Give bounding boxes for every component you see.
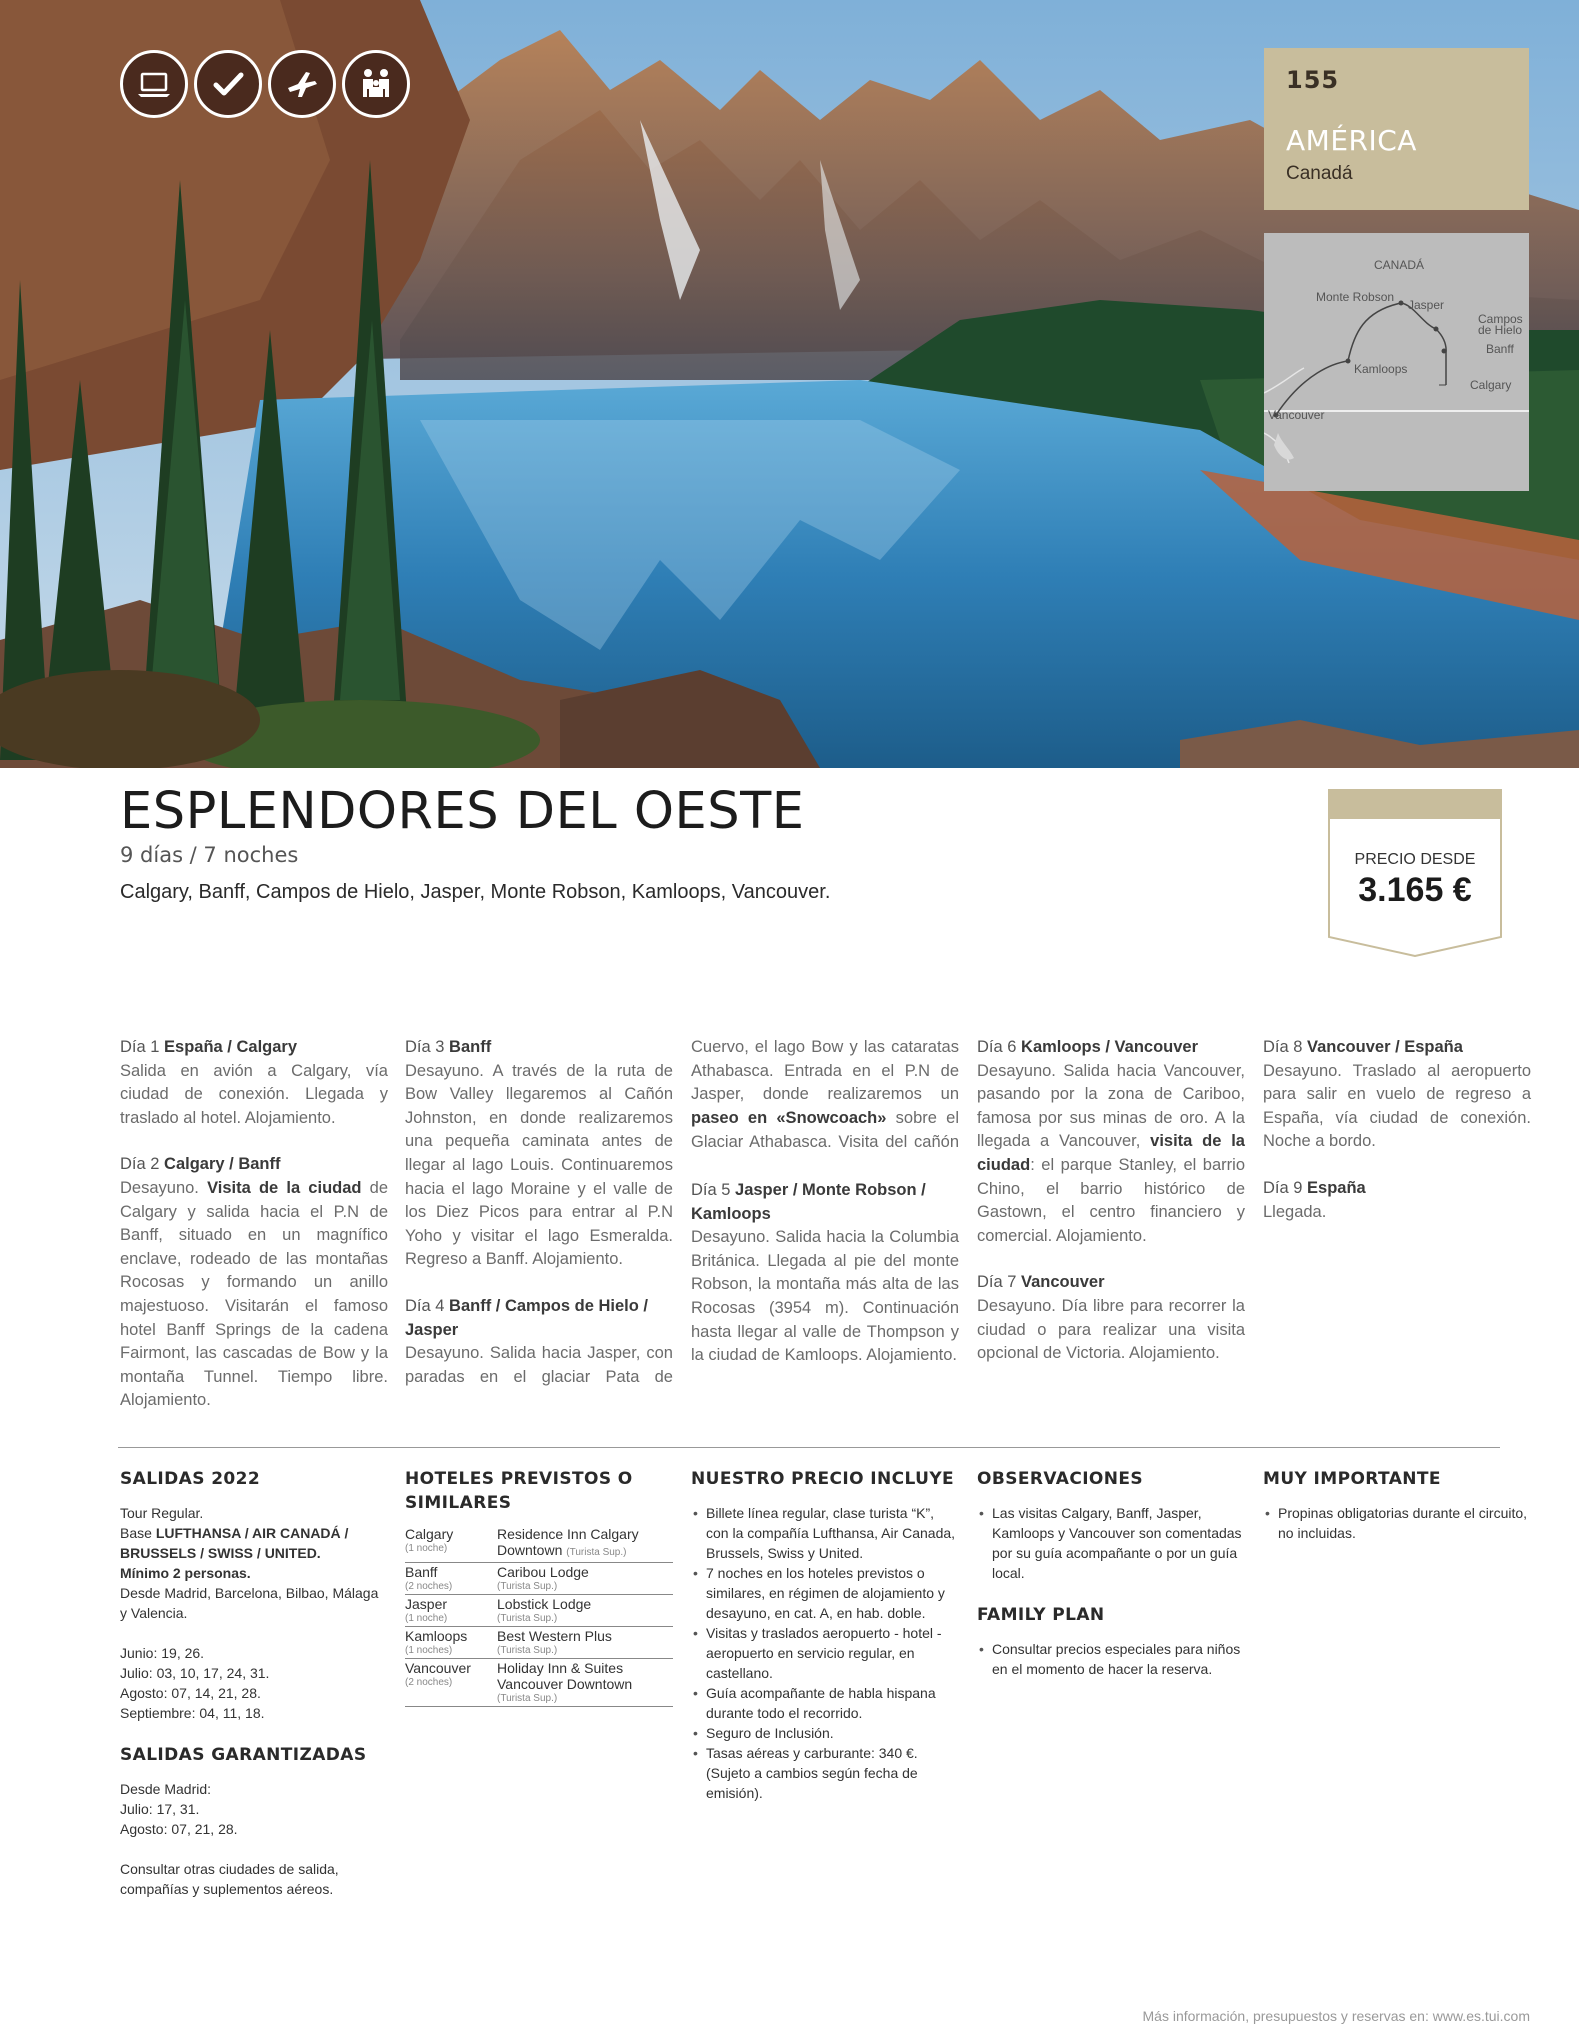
hoteles-heading: HOTELES PREVISTOS O SIMILARES (405, 1469, 633, 1513)
itinerary-column-2 (405, 1036, 673, 1413)
tour-duration: 9 días / 7 noches (120, 843, 299, 867)
region-label: AMÉRICA (1286, 124, 1417, 157)
section-divider (118, 1447, 1500, 1448)
map-city-banff: Banff (1486, 342, 1514, 356)
itinerary-day-8: Día 8 Vancouver / España Desayuno. Traslado al aeropuerto para salir en vuelo de regreso a España, vía ciudad de conexión. Noche a bordo. (1263, 1038, 1531, 1151)
tour-title: ESPLENDORES DEL OESTE (120, 782, 805, 841)
price-value: 3.165 € (1358, 871, 1472, 909)
map-city-calgary: Calgary (1470, 378, 1512, 392)
list-item: • Propinas obligatorias durante el circuito, no incluidas. (1263, 1503, 1531, 1543)
list-item: • Visitas y traslados aeropuerto - hotel - aeropuerto en servicio regular, en castellano. (691, 1623, 959, 1683)
itinerary-day-9: Día 9 España Llegada. (1263, 1178, 1366, 1221)
list-item: • Las visitas Calgary, Banff, Jasper, Kamloops y Vancouver son comentadas por su guía acompañante o por un guía local. (977, 1503, 1245, 1583)
itinerary-column-1 (120, 1036, 388, 1436)
list-item: • Tasas aéreas y carburante: 340 €. (Sujeto a cambios según fecha de emisión). (691, 1743, 959, 1803)
map-country-label: CANADÁ (1374, 258, 1425, 272)
itinerary-day-4: Día 4 Banff / Campos de Hielo / Jasper Desayuno. Salida hacia Jasper, con paradas en el glaciar Pata de (405, 1296, 673, 1386)
itinerary-day-4-cont: Cuervo, el lago Bow y las cataratas Athabasca. Entrada en el P.N de Jasper, donde realizaremos un paseo en «Snowcoach» sobre el Glaciar Athabasca. Visita del cañón (691, 1038, 959, 1151)
itinerary-column-4 (977, 1036, 1245, 1389)
footer-contact: Más información, presupuestos y reservas en: www.es.tui.com (1142, 2008, 1530, 2024)
table-row: Calgary (1 noche) Residence Inn Calgary Downtown (Turista Sup.) (405, 1525, 673, 1563)
list-item: • 7 noches en los hoteles previstos o similares, en régimen de alojamiento y desayuno, en cat. A, en hab. doble. (691, 1563, 959, 1623)
table-row: Jasper (1 noche) Lobstick Lodge (Turista Sup.) (405, 1595, 673, 1627)
importante-section (1263, 1467, 1531, 1543)
laptop-icon (120, 50, 188, 118)
family-heading: FAMILY PLAN (977, 1605, 1105, 1625)
feature-icons (120, 50, 410, 118)
itinerary-column-3 (691, 1036, 959, 1391)
table-row: Kamloops (1 noches) Best Western Plus (Turista Sup.) (405, 1627, 673, 1659)
map-city-de-hielo: de Hielo (1478, 323, 1523, 337)
map-city-campos: Campos (1478, 312, 1523, 326)
list-item: • Seguro de Inclusión. (691, 1723, 959, 1743)
map-city-jasper: Jasper (1408, 298, 1445, 312)
price-label: PRECIO DESDE (1354, 851, 1476, 868)
salidas-section: SALIDAS 2022 Tour Regular. Base LUFTHANSA / AIR CANADÁ / BRUSSELS / SWISS / UNITED. Mínimo 2 personas. Desde Madrid, Barcelona, Bilbao, Málaga y Valencia. Junio: 19, 26. Julio: 03, 10, 17, 24, 31. Agosto: 07, 14, 21, 28. Septiembre: 04, 11, 18. SALIDAS GARANTIZADAS Desde Madrid: Julio: 17, 31. Agosto: 07, 21, 28. Consultar otras ciudades de salida, compañías y suplementos aéreos. (120, 1467, 388, 1899)
check-icon (194, 50, 262, 118)
airplane-icon (268, 50, 336, 118)
route-map (1264, 233, 1529, 491)
family-icon (342, 50, 410, 118)
list-item: • Guía acompañante de habla hispana durante todo el recorrido. (691, 1683, 959, 1723)
itinerary-column-5 (1263, 1036, 1531, 1247)
tour-route: Calgary, Banff, Campos de Hielo, Jasper, Monte Robson, Kamloops, Vancouver. (120, 881, 831, 903)
hotels-table (405, 1525, 673, 1707)
incluye-section (691, 1467, 959, 1803)
map-city-vancouver: Vancouver (1268, 408, 1325, 422)
salidas-heading: SALIDAS 2022 (120, 1469, 261, 1489)
page-number: 155 (1286, 66, 1340, 94)
itinerary-day-7: Día 7 Vancouver Desayuno. Día libre para recorrer la ciudad o para realizar una visita opcional de Victoria. Alojamiento. (977, 1273, 1245, 1363)
table-row: Banff (2 noches) Caribou Lodge (Turista Sup.) (405, 1563, 673, 1595)
itinerary-day-2: Día 2 Calgary / Banff Desayuno. Visita de la ciudad de Calgary y salida hacia el P.N de Banff, situado en un magnífico enclave, rodeado de las montañas Rocosas y formando un anillo majestuoso. Visitarán el famoso hotel Banff Springs de la cadena Fairmont, las cascadas de Bow y la montaña Tunnel. Tiempo libre. Alojamiento. (120, 1155, 389, 1410)
page-tag (1264, 48, 1529, 210)
garantizadas-heading: SALIDAS GARANTIZADAS (120, 1745, 367, 1765)
observaciones-heading: OBSERVACIONES (977, 1469, 1144, 1489)
importante-heading: MUY IMPORTANTE (1263, 1469, 1441, 1489)
itinerary-day-6: Día 6 Kamloops / Vancouver Desayuno. Salida hacia Vancouver, pasando por la zona de Cariboo, famosa por sus minas de oro. A la llegada a Vancouver, visita de la ciudad: el parque Stanley, el barrio Chino, el barrio histórico de Gastown, el centro financiero y comercial. Alojamiento. (977, 1038, 1245, 1245)
itinerary-day-3: Día 3 Banff Desayuno. A través de la ruta de Bow Valley llegaremos al Cañón Johnston, en donde realizaremos una pequeña caminata antes de llegar al lago Louis. Continuaremos hacia el lago Moraine y el valle de los Diez Picos para entrar al P.N Yoho y visitar el lago Esmeralda. Regreso a Banff. Alojamiento. (405, 1038, 673, 1269)
country-label: Canadá (1286, 163, 1353, 184)
map-city-kamloops: Kamloops (1354, 362, 1408, 376)
price-badge (1328, 789, 1502, 957)
list-item: • Consultar precios especiales para niños en el momento de hacer la reserva. (977, 1639, 1245, 1679)
observaciones-section (977, 1467, 1245, 1679)
table-row: Vancouver (2 noches) Holiday Inn & Suites Vancouver Downtown (Turista Sup.) (405, 1659, 673, 1707)
incluye-list (691, 1503, 959, 1803)
incluye-heading: NUESTRO PRECIO INCLUYE (691, 1469, 955, 1489)
hoteles-section (405, 1467, 673, 1707)
map-city-monte-robson: Monte Robson (1316, 290, 1395, 304)
itinerary-day-5: Día 5 Jasper / Monte Robson / Kamloops Desayuno. Salida hacia la Columbia Británica. Llegada al pie del monte Robson, la montaña más alta de las Rocosas (3954 m). Continuación hasta llegar al valle de Thompson y la ciudad de Kamloops. Alojamiento. (691, 1181, 959, 1365)
list-item: • Billete línea regular, clase turista “K”, con la compañía Lufthansa, Air Canada, Brussels, Swiss y United. (691, 1503, 959, 1563)
itinerary-day-1: Día 1 España / Calgary Salida en avión a Calgary, vía ciudad de conexión. Llegada y traslado al hotel. Alojamiento. (120, 1038, 388, 1127)
